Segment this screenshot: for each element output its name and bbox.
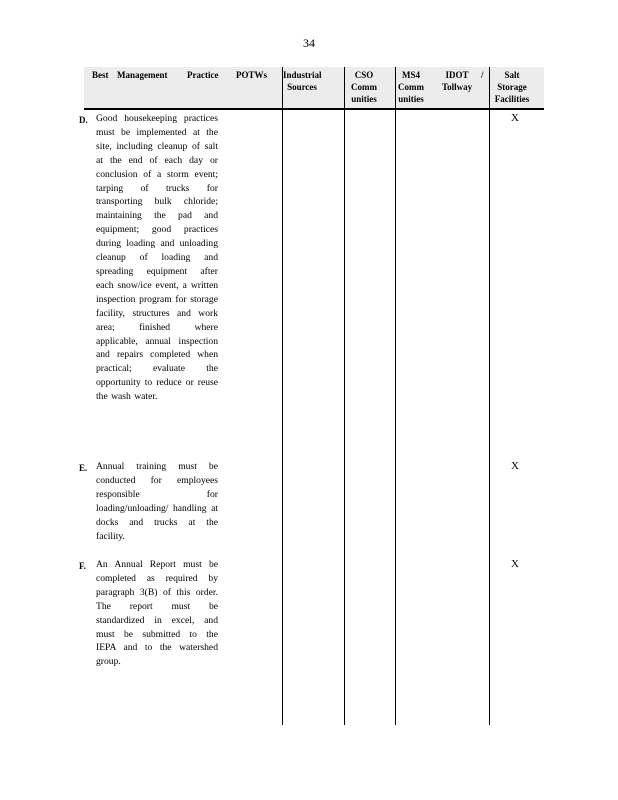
header-idot-slash: / (481, 70, 484, 80)
row-mark-e-salt: X (511, 460, 519, 472)
row-mark-f-salt: X (511, 558, 519, 570)
row-text-d: Good housekeeping practices must be implemented at the site, including cleanup of salt at the end of each day or conclusion of a storm event; tarping of trucks for transporting bulk chloride; maintaining the pad and equipment; good practices during loading and unloading cleanup of loading and spreading equipment after each snow/ice event, a written inspection program for storage facility, structures and work area; finished where applicable, annual inspection and repairs completed when practical; evaluate the opportunity to reduce or reuse the wash water. (96, 113, 218, 403)
header-bmp-best: Best (92, 70, 109, 80)
header-idot-tollway: IDOT Tollway (442, 70, 473, 92)
header-potws: POTWs (236, 70, 268, 80)
row-letter-d: D. (79, 115, 88, 125)
column-divider (282, 67, 283, 725)
row-letter-f: F. (79, 561, 86, 571)
column-divider (489, 67, 490, 725)
header-industrial-sources: Industrial Sources (283, 70, 322, 92)
column-divider (395, 67, 396, 725)
row-mark-d-salt: X (511, 112, 519, 124)
row-text-f: An Annual Report must be completed as required by paragraph 3(B) of this order. The report must be standardized in excel, and must be submitted to the IEPA and to the watershed group. (96, 559, 218, 668)
header-bmp-practice: Practice (187, 70, 219, 80)
page-number: 34 (303, 36, 315, 50)
header-bmp-management: Management (117, 70, 168, 80)
row-letter-e: E. (79, 463, 88, 473)
row-text-e: Annual training must be conducted for employees responsible for loading/unloading/ handling at docks and trucks at the facility. (96, 461, 218, 542)
header-salt-storage-facilities: Salt Storage Facilities (494, 70, 530, 104)
header-cso-communities: CSO Comm unities (351, 70, 377, 104)
column-divider (344, 67, 345, 725)
header-rule (84, 108, 544, 110)
header-ms4-communities: MS4 Comm unities (398, 70, 424, 104)
